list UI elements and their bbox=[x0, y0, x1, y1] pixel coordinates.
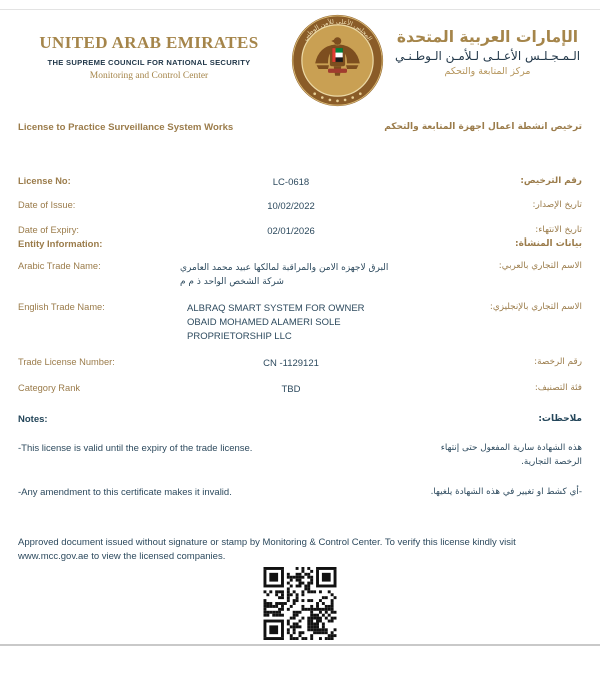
notes-heading bbox=[18, 414, 582, 425]
page-bottom-edge bbox=[0, 644, 600, 646]
notes-heading-english: Notes: bbox=[18, 414, 48, 425]
note-text-english: -This license is valid until the expiry of the trade license. bbox=[18, 443, 253, 454]
qr-code bbox=[264, 567, 337, 640]
field-label-ar: رقم الرخصة: bbox=[534, 356, 582, 367]
field-label-ar: رقم الترخيص: bbox=[520, 176, 582, 186]
country-name-english: UNITED ARAB EMIRATES bbox=[39, 33, 259, 52]
english-trade-name-value: ALBRAQ SMART SYSTEM FOR OWNER OBAID MOHAMED ALAMERI SOLE PROPRIETORSHIP LLC bbox=[187, 302, 365, 343]
trade-license-number-value: CN -1129121 bbox=[263, 357, 319, 369]
field-row-date-of-issue bbox=[18, 200, 582, 214]
field-label-ar: الاسم التجاري بالعربي: bbox=[498, 261, 582, 271]
entity-heading-english: Entity Information: bbox=[18, 239, 103, 250]
field-label-ar: الاسم التجاري بالإنجليزي: bbox=[489, 301, 582, 312]
field-label-en: Arabic Trade Name: bbox=[18, 261, 101, 271]
notes-section bbox=[18, 414, 582, 517]
field-row-english-trade-name bbox=[18, 302, 582, 345]
field-label-en: Date of Expiry: bbox=[18, 224, 79, 235]
category-rank-value: TBD bbox=[281, 383, 301, 395]
field-label-en: Date of Issue: bbox=[18, 200, 76, 211]
field-label-ar: تاريخ الإصدار: bbox=[532, 200, 582, 211]
field-row-category-rank bbox=[18, 383, 582, 397]
issue-date-value: 10/02/2022 bbox=[267, 201, 315, 213]
field-row-date-of-expiry bbox=[18, 225, 582, 239]
council-name-arabic: الـمـجـلـس الأعـلـى لـلأمـن الـوطـنـي bbox=[394, 49, 581, 63]
certificate-header bbox=[0, 13, 600, 107]
field-label-en: Category Rank bbox=[18, 382, 81, 393]
arabic-trade-name-value: البرق لاجهزه الامن والمراقبة لمالكها عبيد محمد العامري شركة الشخص الواحد ذ م م bbox=[180, 263, 389, 288]
license-title-arabic: ترخيص انشطة اعمال اجهزة المتابعة والتحكم bbox=[384, 122, 582, 132]
notes-heading-arabic: ملاحظات: bbox=[538, 414, 582, 424]
field-label-en: Trade License Number: bbox=[18, 356, 115, 367]
council-name-english: THE SUPREME COUNCIL FOR NATIONAL SECURITY bbox=[47, 58, 251, 67]
field-label-ar: فئة التصنيف: bbox=[534, 382, 582, 393]
uae-emblem-seal-icon bbox=[290, 13, 385, 107]
seal-ring-text: المجلس الأعلى للأمن الوطني bbox=[301, 18, 374, 43]
field-row-license-no bbox=[18, 176, 582, 190]
field-label-ar: تاريخ الانتهاء: bbox=[535, 224, 582, 235]
center-name-english: Monitoring and Control Center bbox=[89, 71, 209, 81]
center-name-arabic: مركز المتابعة والتحكم bbox=[444, 66, 531, 77]
country-name-arabic: الإمارات العربية المتحدة bbox=[396, 28, 579, 46]
entity-information-section bbox=[18, 239, 582, 409]
note-item bbox=[18, 442, 582, 469]
field-label-en: License No: bbox=[18, 176, 71, 186]
field-row-trade-license-number bbox=[18, 357, 582, 371]
verification-disclaimer-text: Approved document issued without signature or stamp by Monitoring & Control Center. To verify this license kindly visit www.mcc.gov.ae to view the licensed companies. bbox=[18, 537, 516, 563]
header-english-block bbox=[30, 13, 268, 107]
header-arabic-block bbox=[385, 13, 590, 107]
field-label-en: English Trade Name: bbox=[18, 301, 105, 312]
note-text-arabic: هذه الشهادة سارية المفعول حتى إنتهاء الرخصة التجارية. bbox=[440, 443, 582, 467]
license-number-value: LC-0618 bbox=[272, 177, 310, 188]
license-title-row bbox=[18, 122, 582, 135]
expiry-date-value: 02/01/2026 bbox=[267, 225, 315, 237]
entity-section-heading bbox=[18, 239, 582, 250]
note-item bbox=[18, 486, 582, 500]
note-text-english: -Any amendment to this certificate makes it invalid. bbox=[18, 487, 232, 499]
license-key-fields bbox=[18, 176, 582, 249]
license-title-english: License to Practice Surveillance System Works bbox=[18, 122, 234, 133]
entity-heading-arabic: بيانات المنشأة: bbox=[515, 239, 582, 249]
note-text-arabic: -أي كشط او تغيير في هذه الشهادة يلغيها. bbox=[430, 487, 582, 498]
field-row-arabic-trade-name bbox=[18, 261, 582, 290]
page-top-edge bbox=[0, 9, 600, 10]
